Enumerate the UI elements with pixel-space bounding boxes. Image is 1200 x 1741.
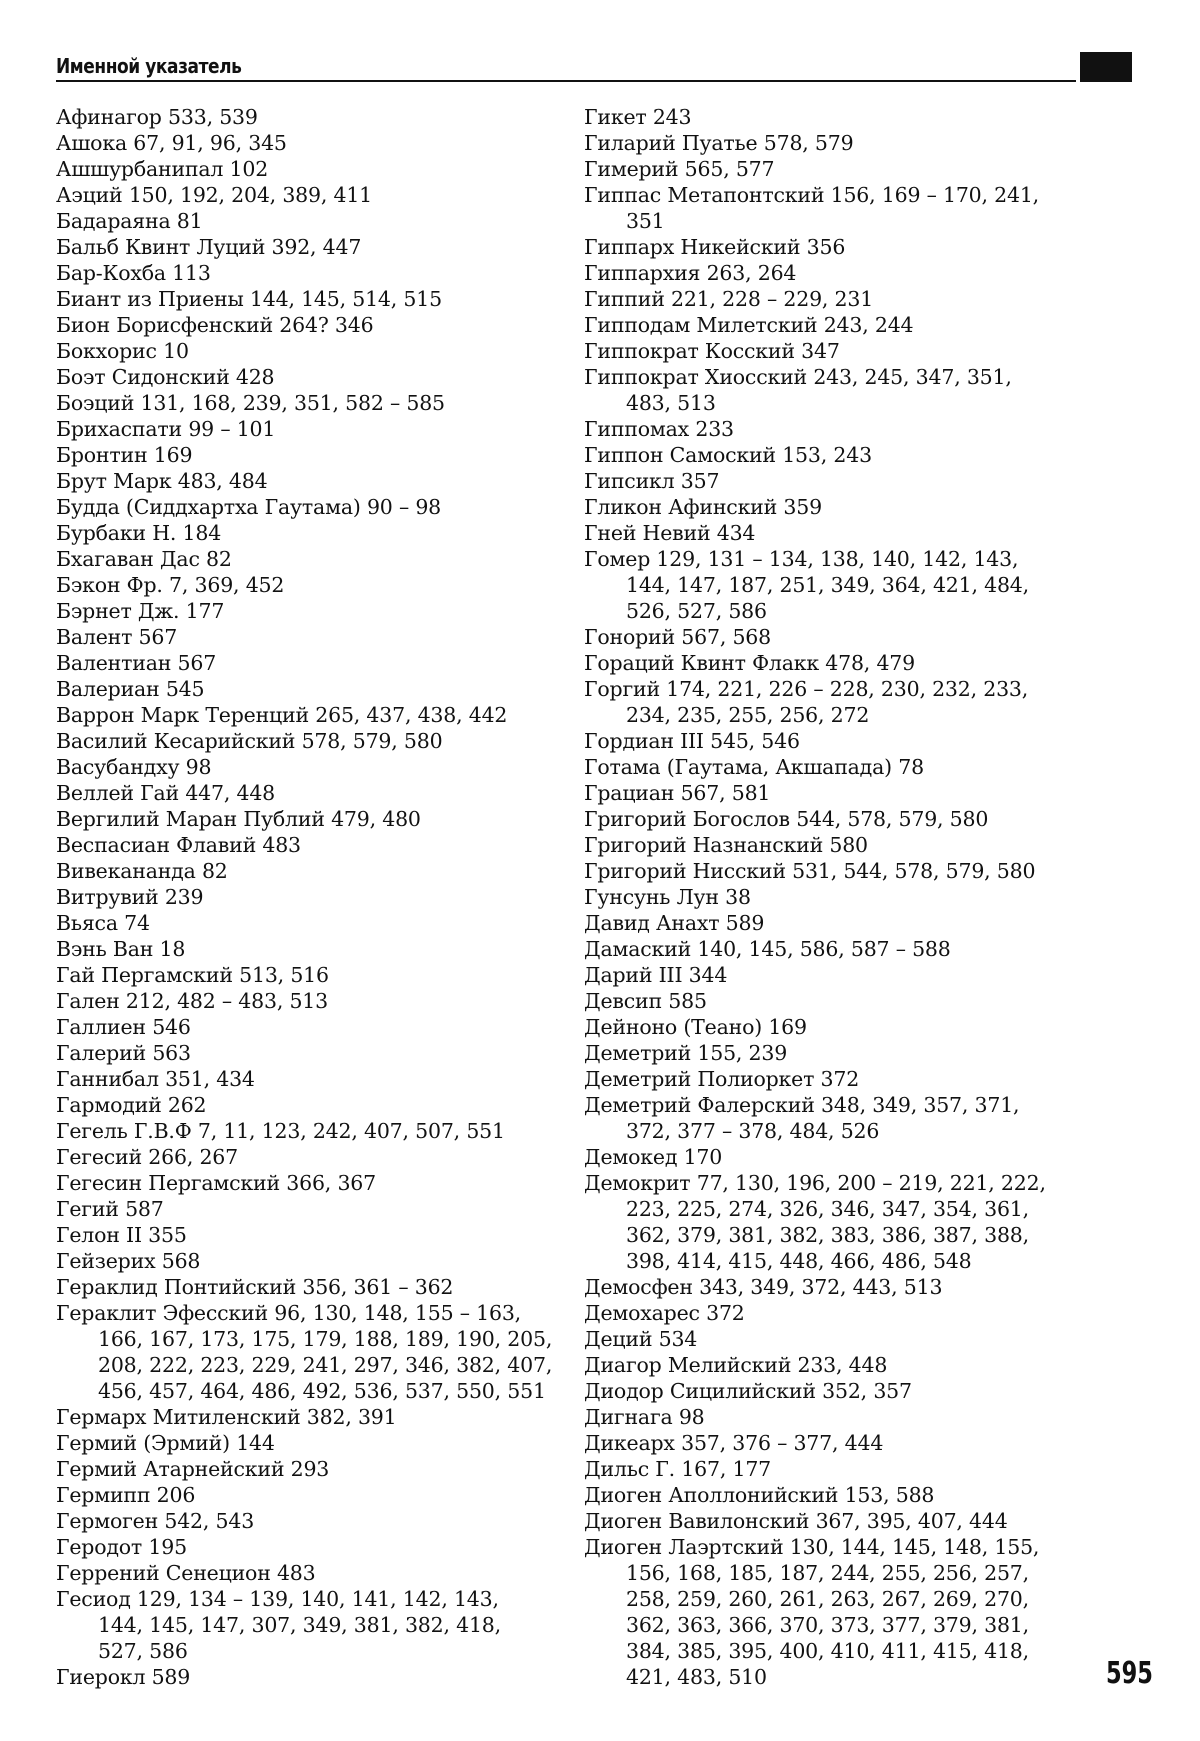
index-entry: Дигнага 98 xyxy=(584,1404,1094,1430)
index-entry: Бурбаки Н. 184 xyxy=(56,520,576,546)
index-entry: Деметрий Полиоркет 372 xyxy=(584,1066,1094,1092)
index-entry: Василий Кесарийский 578, 579, 580 xyxy=(56,728,576,754)
index-entry: Гиппас Метапонтский 156, 169 – 170, 241, 351 xyxy=(584,182,1094,234)
index-entry: Валент 567 xyxy=(56,624,576,650)
index-entry: Дикеарх 357, 376 – 377, 444 xyxy=(584,1430,1094,1456)
index-entry: Веспасиан Флавий 483 xyxy=(56,832,576,858)
index-entry: Аэций 150, 192, 204, 389, 411 xyxy=(56,182,576,208)
index-entry: Геродот 195 xyxy=(56,1534,576,1560)
index-entry: Валентиан 567 xyxy=(56,650,576,676)
index-entry: Демохарес 372 xyxy=(584,1300,1094,1326)
index-entry: Гомер 129, 131 – 134, 138, 140, 142, 143, 144, 147, 187, 251, 349, 364, 421, 484, 526, 527, 586 xyxy=(584,546,1094,624)
index-entry: Гиппий 221, 228 – 229, 231 xyxy=(584,286,1094,312)
index-entry: Гораций Квинт Флакк 478, 479 xyxy=(584,650,1094,676)
index-entry: Давид Анахт 589 xyxy=(584,910,1094,936)
index-entry: Гиерокл 589 xyxy=(56,1664,576,1690)
index-entry: Григорий Нисский 531, 544, 578, 579, 580 xyxy=(584,858,1094,884)
index-entry: Гермоген 542, 543 xyxy=(56,1508,576,1534)
index-entry: Гай Пергамский 513, 516 xyxy=(56,962,576,988)
index-entry: Демокед 170 xyxy=(584,1144,1094,1170)
index-entry: Диоген Лаэртский 130, 144, 145, 148, 155, 156, 168, 185, 187, 244, 255, 256, 257, 258, 259, 260, 261, 263, 267, 269, 270, 362, 363, 366, 370, 373, 377, 379, 381, 384, 385, 395, 400, 410, 411, 415, 418, 421, 483, 510 xyxy=(584,1534,1094,1690)
index-entry: Ашшурбанипал 102 xyxy=(56,156,576,182)
index-entry: Гейзерих 568 xyxy=(56,1248,576,1274)
index-entry: Гонорий 567, 568 xyxy=(584,624,1094,650)
index-entry: Гермипп 206 xyxy=(56,1482,576,1508)
index-entry: Боэций 131, 168, 239, 351, 582 – 585 xyxy=(56,390,576,416)
index-entry: Бадараяна 81 xyxy=(56,208,576,234)
index-entry: Демосфен 343, 349, 372, 443, 513 xyxy=(584,1274,1094,1300)
index-entry: Гелон II 355 xyxy=(56,1222,576,1248)
index-entry: Гесиод 129, 134 – 139, 140, 141, 142, 143, 144, 145, 147, 307, 349, 381, 382, 418, 527, 586 xyxy=(56,1586,576,1664)
index-entry: Диоген Вавилонский 367, 395, 407, 444 xyxy=(584,1508,1094,1534)
index-entry: Горгий 174, 221, 226 – 228, 230, 232, 233, 234, 235, 255, 256, 272 xyxy=(584,676,1094,728)
index-entry: Гегель Г.В.Ф 7, 11, 123, 242, 407, 507, 551 xyxy=(56,1118,576,1144)
index-entry: Бхагаван Дас 82 xyxy=(56,546,576,572)
index-entry: Деций 534 xyxy=(584,1326,1094,1352)
index-entry: Гиппарх Никейский 356 xyxy=(584,234,1094,260)
index-entry: Веллей Гай 447, 448 xyxy=(56,780,576,806)
index-entry: Готама (Гаутама, Акшапада) 78 xyxy=(584,754,1094,780)
index-entry: Бэкон Фр. 7, 369, 452 xyxy=(56,572,576,598)
index-entry: Боэт Сидонский 428 xyxy=(56,364,576,390)
index-entry: Дамаский 140, 145, 586, 587 – 588 xyxy=(584,936,1094,962)
index-column-right xyxy=(584,104,1094,1690)
index-entry: Деметрий 155, 239 xyxy=(584,1040,1094,1066)
index-entry: Диагор Мелийский 233, 448 xyxy=(584,1352,1094,1378)
index-entry: Гегесин Пергамский 366, 367 xyxy=(56,1170,576,1196)
index-entry: Бион Борисфенский 264? 346 xyxy=(56,312,576,338)
index-entry: Грациан 567, 581 xyxy=(584,780,1094,806)
index-entry: Гиппократ Хиосский 243, 245, 347, 351, 483, 513 xyxy=(584,364,1094,416)
index-entry: Гераклит Эфесский 96, 130, 148, 155 – 163, 166, 167, 173, 175, 179, 188, 189, 190, 205, 208, 222, 223, 229, 241, 297, 346, 382, 407, 456, 457, 464, 486, 492, 536, 537, 550, 551 xyxy=(56,1300,576,1404)
index-entry: Гермий Атарнейский 293 xyxy=(56,1456,576,1482)
index-entry: Гликон Афинский 359 xyxy=(584,494,1094,520)
index-entry: Ганнибал 351, 434 xyxy=(56,1066,576,1092)
index-entry: Вэнь Ван 18 xyxy=(56,936,576,962)
index-entry: Гегий 587 xyxy=(56,1196,576,1222)
index-entry: Бокхорис 10 xyxy=(56,338,576,364)
index-entry: Галлиен 546 xyxy=(56,1014,576,1040)
index-entry: Гермарх Митиленский 382, 391 xyxy=(56,1404,576,1430)
index-entry: Бэрнет Дж. 177 xyxy=(56,598,576,624)
index-entry: Гегесий 266, 267 xyxy=(56,1144,576,1170)
index-entry: Васубандху 98 xyxy=(56,754,576,780)
index-entry: Бальб Квинт Луций 392, 447 xyxy=(56,234,576,260)
index-entry: Гермий (Эрмий) 144 xyxy=(56,1430,576,1456)
header-black-block xyxy=(1080,52,1132,82)
index-entry: Валериан 545 xyxy=(56,676,576,702)
running-head-title: Именной указатель xyxy=(56,54,241,78)
index-entry: Будда (Сиддхартха Гаутама) 90 – 98 xyxy=(56,494,576,520)
index-entry: Вивекананда 82 xyxy=(56,858,576,884)
index-entry: Бронтин 169 xyxy=(56,442,576,468)
index-entry: Диоген Аполлонийский 153, 588 xyxy=(584,1482,1094,1508)
page-number: 595 xyxy=(1106,1656,1153,1691)
index-entry: Гиппократ Косский 347 xyxy=(584,338,1094,364)
index-entry: Григорий Богослов 544, 578, 579, 580 xyxy=(584,806,1094,832)
index-entry: Гиппархия 263, 264 xyxy=(584,260,1094,286)
index-entry: Дильс Г. 167, 177 xyxy=(584,1456,1094,1482)
index-entry: Ашока 67, 91, 96, 345 xyxy=(56,130,576,156)
index-entry: Гиппон Самоский 153, 243 xyxy=(584,442,1094,468)
index-entry: Гипсикл 357 xyxy=(584,468,1094,494)
header-rule xyxy=(56,80,1076,82)
index-entry: Гунсунь Лун 38 xyxy=(584,884,1094,910)
index-entry: Варрон Марк Теренций 265, 437, 438, 442 xyxy=(56,702,576,728)
index-entry: Геррений Сенецион 483 xyxy=(56,1560,576,1586)
index-entry: Вьяса 74 xyxy=(56,910,576,936)
index-entry: Витрувий 239 xyxy=(56,884,576,910)
index-entry: Брихаспати 99 – 101 xyxy=(56,416,576,442)
index-entry: Гиппомах 233 xyxy=(584,416,1094,442)
index-entry: Гипподам Милетский 243, 244 xyxy=(584,312,1094,338)
index-entry: Гордиан III 545, 546 xyxy=(584,728,1094,754)
index-entry: Гикет 243 xyxy=(584,104,1094,130)
index-entry: Гиларий Пуатье 578, 579 xyxy=(584,130,1094,156)
index-entry: Дейноно (Теано) 169 xyxy=(584,1014,1094,1040)
index-entry: Диодор Сицилийский 352, 357 xyxy=(584,1378,1094,1404)
index-entry: Дарий III 344 xyxy=(584,962,1094,988)
index-entry: Вергилий Маран Публий 479, 480 xyxy=(56,806,576,832)
index-entry: Галерий 563 xyxy=(56,1040,576,1066)
index-entry: Гармодий 262 xyxy=(56,1092,576,1118)
index-entry: Гней Невий 434 xyxy=(584,520,1094,546)
index-entry: Гален 212, 482 – 483, 513 xyxy=(56,988,576,1014)
index-column-left xyxy=(56,104,576,1690)
index-entry: Бар-Кохба 113 xyxy=(56,260,576,286)
index-entry: Девсип 585 xyxy=(584,988,1094,1014)
index-entry: Демокрит 77, 130, 196, 200 – 219, 221, 222, 223, 225, 274, 326, 346, 347, 354, 361, 362, 379, 381, 382, 383, 386, 387, 388, 398, 414, 415, 448, 466, 486, 548 xyxy=(584,1170,1094,1274)
index-entry: Афинагор 533, 539 xyxy=(56,104,576,130)
index-entry: Брут Марк 483, 484 xyxy=(56,468,576,494)
page-header xyxy=(56,48,1136,84)
index-entry: Гераклид Понтийский 356, 361 – 362 xyxy=(56,1274,576,1300)
index-entry: Григорий Назнанский 580 xyxy=(584,832,1094,858)
index-entry: Биант из Приены 144, 145, 514, 515 xyxy=(56,286,576,312)
index-entry: Гимерий 565, 577 xyxy=(584,156,1094,182)
index-entry: Деметрий Фалерский 348, 349, 357, 371, 372, 377 – 378, 484, 526 xyxy=(584,1092,1094,1144)
